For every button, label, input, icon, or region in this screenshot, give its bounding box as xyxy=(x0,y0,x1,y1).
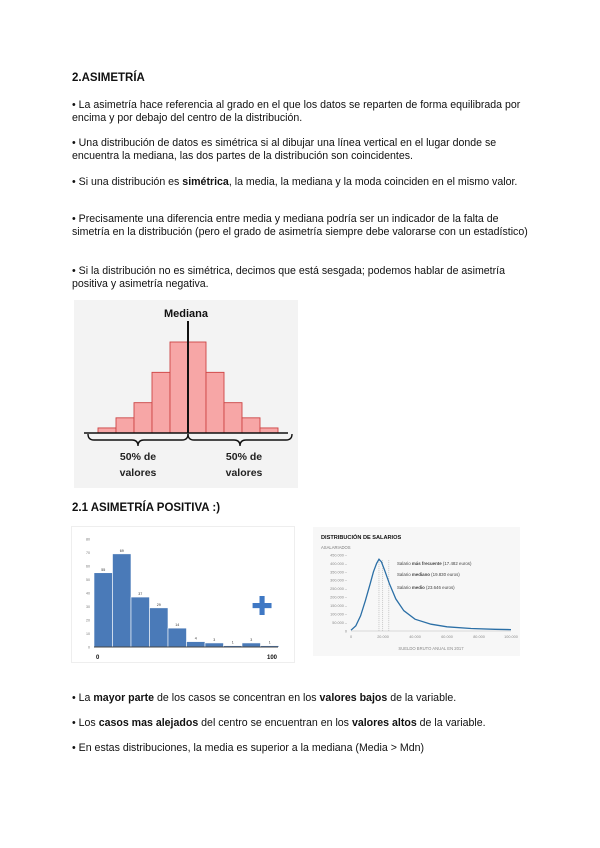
bar-x-min-label: 0 xyxy=(96,655,100,661)
bar xyxy=(242,643,261,647)
bar-y-tick-label: 70 xyxy=(86,551,90,555)
annotation-mode: Salario más frecuente (17.482 euros) xyxy=(397,561,472,566)
histogram-bar xyxy=(242,418,260,433)
histogram-bar xyxy=(224,403,242,433)
salary-chart-title: DISTRIBUCIÓN DE SALARIOS xyxy=(321,535,402,541)
symmetric-histogram-svg xyxy=(74,300,298,488)
salary-distribution-line xyxy=(351,559,511,630)
bar-value-label: 4 xyxy=(194,636,197,641)
salary-x-tick-label: 100.000 xyxy=(504,635,518,639)
annotation-mean: Salario medio (23.646 euros) xyxy=(397,585,455,590)
salary-x-tick-label: 80.000 xyxy=(473,635,485,639)
bar-value-label: 1 xyxy=(268,640,271,645)
histogram-bar xyxy=(170,342,188,433)
bar-x-max-label: 100 xyxy=(266,655,278,661)
histogram-bar xyxy=(260,428,278,433)
bar-value-label: 3 xyxy=(250,637,253,642)
bar-value-label: 14 xyxy=(175,623,180,628)
annotation-median: Salario mediano (19.830 euros) xyxy=(397,572,460,577)
bar xyxy=(187,642,206,647)
salary-x-tick-label: 40.000 xyxy=(409,635,421,639)
salary-x-tick-label: 60.000 xyxy=(441,635,453,639)
histogram-bar xyxy=(98,428,116,433)
positive-skew-bar-chart xyxy=(72,527,294,662)
salary-y-tick-label: 100.000 – xyxy=(330,612,347,617)
right-half-label-line2: valores xyxy=(225,467,263,479)
right-brace xyxy=(188,434,292,446)
bar xyxy=(113,554,132,647)
histogram-bar xyxy=(188,342,206,433)
histogram-bar xyxy=(116,418,134,433)
salary-y-tick-label: 50.000 – xyxy=(332,620,347,625)
bar-y-tick-label: 80 xyxy=(86,537,90,542)
salary-x-tick-label: 20.000 xyxy=(377,635,389,639)
histogram-bar xyxy=(134,403,152,433)
bar-value-label: 37 xyxy=(138,592,143,597)
paragraph-mean-median-difference: • Precisamente una diferencia entre media y mediana podría ser un indicador de la falta de simetría en la distribución (pero el grado de asimetría siempre debe valorarse con un estadístico) xyxy=(72,213,528,238)
bar xyxy=(168,628,187,647)
paragraph-skewed-distribution: • Si la distribución no es simétrica, decimos que está sesgada; podemos hablar de asimetría positiva y asimetría negativa. xyxy=(72,265,505,290)
bar-y-tick-label: 30 xyxy=(86,605,90,609)
paragraph-symmetric-measures: • Si una distribución es simétrica, la media, la mediana y la moda coinciden en el mismo valor. xyxy=(72,176,518,188)
salary-distribution-svg xyxy=(313,527,520,656)
left-brace xyxy=(88,434,188,446)
salary-y-tick-label: 450.000 – xyxy=(330,553,347,558)
bar-y-tick-label: 50 xyxy=(86,578,90,582)
salary-y-tick-label: 200.000 – xyxy=(330,595,347,600)
bar-y-tick-label: 60 xyxy=(86,564,90,569)
salary-y-tick-label: 250.000 – xyxy=(330,587,347,592)
right-half-label-line1: 50% de xyxy=(225,451,263,463)
salary-y-tick-label: 0 xyxy=(344,629,347,634)
salary-y-tick-label: 300.000 – xyxy=(330,578,347,583)
histogram-bar xyxy=(152,372,170,433)
bullet-low-values: • La mayor parte de los casos se concentran en los valores bajos de la variable. xyxy=(72,692,457,704)
bar xyxy=(150,608,169,647)
left-half-label-line2: valores xyxy=(119,467,157,479)
paragraph-asymmetry-definition: • La asimetría hace referencia al grado en el que los datos se reparten de forma equilibrada por encima y por debajo del centro de la distribución. xyxy=(72,99,521,124)
bar-y-tick-label: 40 xyxy=(86,591,90,596)
bullet-mean-greater-median: • En estas distribuciones, la media es superior a la mediana (Media > Mdn) xyxy=(72,742,425,754)
salary-y-tick-label: 150.000 – xyxy=(330,604,347,609)
salary-y-axis-label: ASALARIADOS xyxy=(321,545,351,550)
median-title: Mediana xyxy=(163,308,209,320)
left-half-label-line1: 50% de xyxy=(119,451,157,463)
bar-value-label: 55 xyxy=(101,567,106,572)
bar xyxy=(131,597,150,647)
salary-y-tick-label: 400.000 – xyxy=(330,561,347,566)
symmetric-histogram-figure xyxy=(74,300,298,488)
salary-x-axis-label: SUELDO BRUTO ANUAL EN 2017 xyxy=(398,646,464,651)
subsection-title: 2.1 ASIMETRÍA POSITIVA :) xyxy=(72,502,221,514)
bar xyxy=(205,643,224,647)
bar-y-tick-label: 0 xyxy=(88,645,90,650)
bar-value-label: 69 xyxy=(119,548,124,553)
plus-icon: ✚ xyxy=(251,591,273,621)
bar-value-label: 3 xyxy=(213,637,216,642)
paragraph-symmetric-definition: • Una distribución de datos es simétrica si al dibujar una línea vertical en el lugar donde se encuentra la mediana, las dos partes de la distribución son coincidentes. xyxy=(72,137,497,162)
positive-skew-bar-svg xyxy=(72,527,294,662)
histogram-bar xyxy=(206,372,224,433)
bar xyxy=(94,573,113,647)
salary-x-tick-label: 0 xyxy=(349,635,353,639)
bullet-high-values: • Los casos mas alejados del centro se encuentran en los valores altos de la variable. xyxy=(72,717,486,729)
bar-value-label: 1 xyxy=(231,640,234,645)
bar-y-tick-label: 10 xyxy=(86,632,90,636)
bar-y-tick-label: 20 xyxy=(86,618,90,623)
salary-distribution-chart xyxy=(313,527,520,656)
salary-y-tick-label: 350.000 – xyxy=(330,570,347,575)
section-title: 2.ASIMETRÍA xyxy=(72,72,145,84)
bar-value-label: 29 xyxy=(156,602,161,607)
